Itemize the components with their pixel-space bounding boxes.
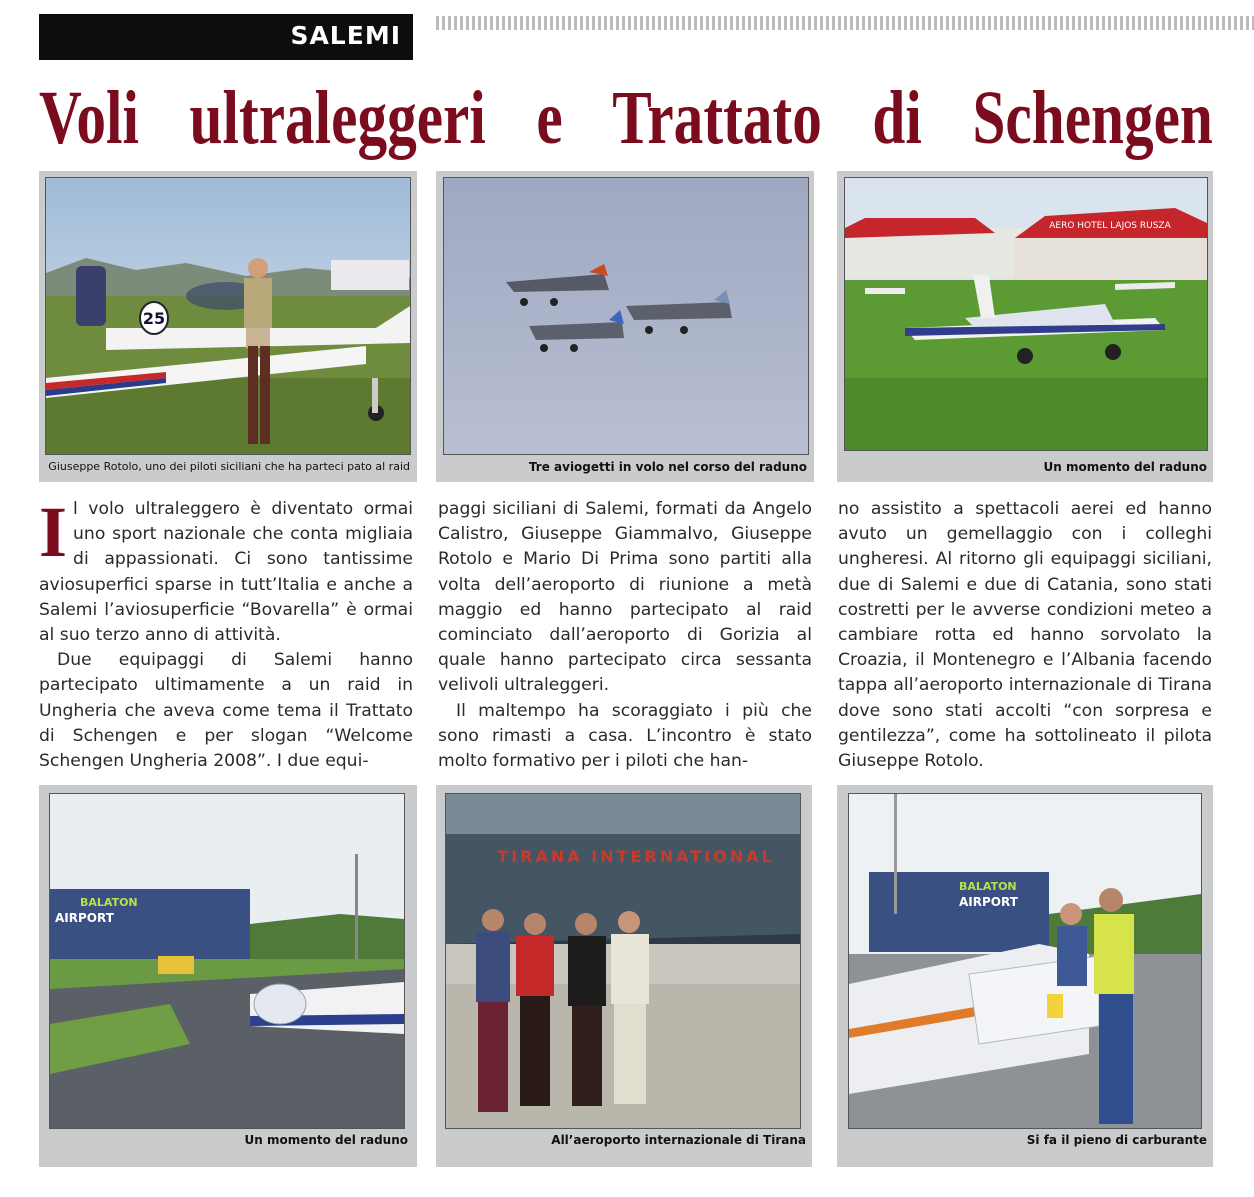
headline: Voli ultraleggeri e Trattato di Schengen [39, 76, 1213, 160]
photo-planes-in-flight [443, 177, 809, 455]
photo-frame-top-middle [436, 171, 814, 482]
caption-top-left: Giuseppe Rotolo, uno dei piloti siciliani che ha parteci pato al raid [48, 460, 410, 473]
caption-bottom-left: Un momento del raduno [244, 1133, 408, 1147]
airport-sign-2: AIRPORT [55, 911, 114, 925]
person-4 [611, 911, 649, 1104]
person-3 [568, 913, 606, 1106]
caption-bottom-right: Si fa il pieno di carburante [1026, 1133, 1207, 1147]
photo-plane-on-grass [844, 177, 1208, 451]
article-column-3 [838, 497, 1212, 774]
person-fueling-2 [1094, 888, 1134, 1124]
photo-refueling [848, 793, 1202, 1129]
plane-number: 25 [142, 309, 166, 328]
photo-frame-top-left [39, 171, 417, 482]
section-label: SALEMI [290, 21, 401, 50]
column-1-text-b: Due equipaggi di Salemi hanno partecipato ultimamente a un raid in Ungheria che aveva come tema il Trattato di Schengen e per slogan “Welcome Schengen Ungheria 2008”. I due equi- [39, 650, 413, 772]
column-1-text-a: l volo ultraleggero è diventato ormai uno sport nazionale che conta migliaia di appassionati. Ci sono tantissime aviosuperfici sparse in tutt’Italia e anche a Salemi l’aviosuperficie “Bovarella” è ormai al suo terzo anno di attività. [39, 499, 413, 646]
photo-frame-top-right [837, 171, 1213, 482]
caption-top-middle: Tre aviogetti in volo nel corso del raduno [528, 460, 807, 474]
person-2 [516, 913, 554, 1106]
column-2-text-a: paggi siciliani di Salemi, formati da Angelo Calistro, Giuseppe Giammalvo, Giuseppe Rotolo e Mario Di Prima sono partiti alla volta dell’aeroporto di riunione a metà maggio ed hanno partecipato al raid cominciato dall’aeroporto di Gorizia al quale hanno partecipato circa sessanta velivoli ultraleggeri. [438, 499, 812, 696]
section-bar [39, 14, 413, 60]
tirana-sign: TIRANA INTERNATIONAL [497, 847, 775, 866]
column-3-text-a: no assistito a spettacoli aerei ed hanno avuto un gemellaggio con i colleghi ungheresi. Al ritorno gli equipaggi siciliani, due di Salemi e due di Catania, sono stati costretti per le avverse condizioni meteo a cambiare rotta ed hanno sorvolato la Croazia, il Montenegro e l’Albania facendo tappa all’aeroporto internazionale di Tirana dove sono stati accolti “con sorpresa e gentilezza”, come ha sottolineato il pilota Giuseppe Rotolo. [838, 499, 1212, 772]
dropcap: I [39, 492, 68, 572]
photo-frame-bottom-middle [436, 785, 812, 1167]
decorative-rule [436, 16, 1254, 30]
caption-bottom-middle: All’aeroporto internazionale di Tirana [551, 1133, 806, 1147]
airport-sign-4: AIRPORT [959, 895, 1018, 909]
caption-top-right: Un momento del raduno [1043, 460, 1207, 474]
photo-airport-apron [49, 793, 405, 1129]
photo-frame-bottom-left [39, 785, 417, 1167]
photo-tirana-group [445, 793, 801, 1129]
hotel-sign: AERO HOTEL LAJOS RUSZA [1049, 221, 1171, 231]
photo-pilot-with-plane [45, 177, 411, 455]
article-column-1 [39, 492, 413, 774]
person-1 [476, 909, 510, 1112]
airport-sign-1: BALATON [80, 896, 138, 909]
airport-sign-3: BALATON [959, 880, 1017, 893]
photo-frame-bottom-right [837, 785, 1213, 1167]
article-column-2 [438, 497, 812, 774]
column-2-text-b: Il maltempo ha scoraggiato i più che sono rimasti a casa. L’incontro è stato molto formativo per i piloti che han- [438, 700, 812, 772]
